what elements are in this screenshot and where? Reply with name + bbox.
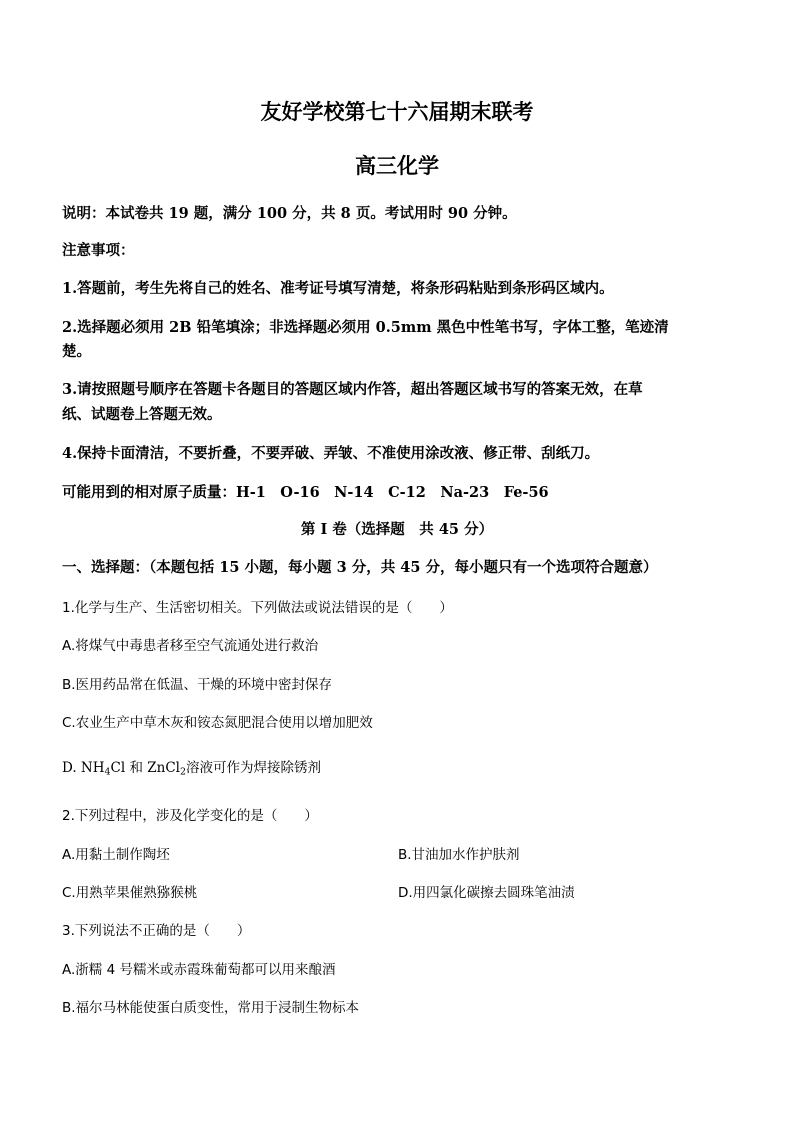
atomic-masses: 可能用到的相对原子质量：H-1 O-16 N-14 C-12 Na-23 Fe-56 [62,484,549,501]
subscript: 2 [179,766,186,778]
exam-title: 友好学校第七十六届期末联考 [260,99,534,124]
subscript: 4 [104,766,111,778]
exam-description: 说明：本试卷共 19 题，满分 100 分，共 8 页。考试用时 90 分钟。 [62,205,517,222]
note-item: 1.答题前，考生先将自己的姓名、准考证号填写清楚，将条形码粘贴到条形码区域内。 [62,280,614,297]
exam-subject: 高三化学 [355,153,439,178]
question-option: C.用熟苹果催熟猕猴桃 [62,885,198,901]
question-option: A.用黏土制作陶坯 [62,847,170,863]
option-text: 溶液可作为焊接除锈剂 [186,760,321,776]
question-stem: 3.下列说法不正确的是（ ） [62,923,251,939]
question-option: B.甘油加水作护肤剂 [398,847,520,863]
question-option: B.福尔马林能使蛋白质变性，常用于浸制生物标本 [62,1000,360,1016]
question-stem: 2.下列过程中，涉及化学变化的是（ ） [62,808,318,824]
note-item-continued: 纸、试题卷上答题无效。 [62,406,222,423]
option-text: D. NH [62,760,105,776]
note-item: 2.选择题必须用 2B 铅笔填涂；非选择题必须用 0.5mm 黑色中性笔书写，字体工整，笔迹清 [62,319,669,336]
note-item: 3.请按照题号顺序在答题卡各题目的答题区域内作答，超出答题区域书写的答案无效，在草 [62,381,643,398]
question-option: D.用四氯化碳擦去圆珠笔油渍 [398,885,575,901]
note-item-continued: 楚。 [62,343,91,360]
question-option: A.将煤气中毒患者移至空气流通处进行救治 [62,638,319,654]
note-item: 4.保持卡面清洁，不要折叠，不要弄破、弄皱、不准使用涂改液、修正带、刮纸刀。 [62,445,600,462]
option-text: Cl 和 ZnCl [110,760,180,776]
section-heading: 一、选择题：（本题包括 15 小题，每小题 3 分，共 45 分，每小题只有一个选项符合题意） [62,559,658,576]
notes-heading: 注意事项： [62,242,135,259]
question-stem: 1.化学与生产、生活密切相关。下列做法或说法错误的是（ ） [62,600,453,616]
part-title: 第 I 卷（选择题 共 45 分） [300,521,494,538]
question-option: C.农业生产中草木灰和铵态氮肥混合使用以增加肥效 [62,715,373,731]
question-option: A.浙糯 4 号糯米或赤霞珠葡萄都可以用来酿酒 [62,962,336,978]
question-option: B.医用药品常在低温、干燥的环境中密封保存 [62,677,333,693]
question-option [62,756,321,776]
